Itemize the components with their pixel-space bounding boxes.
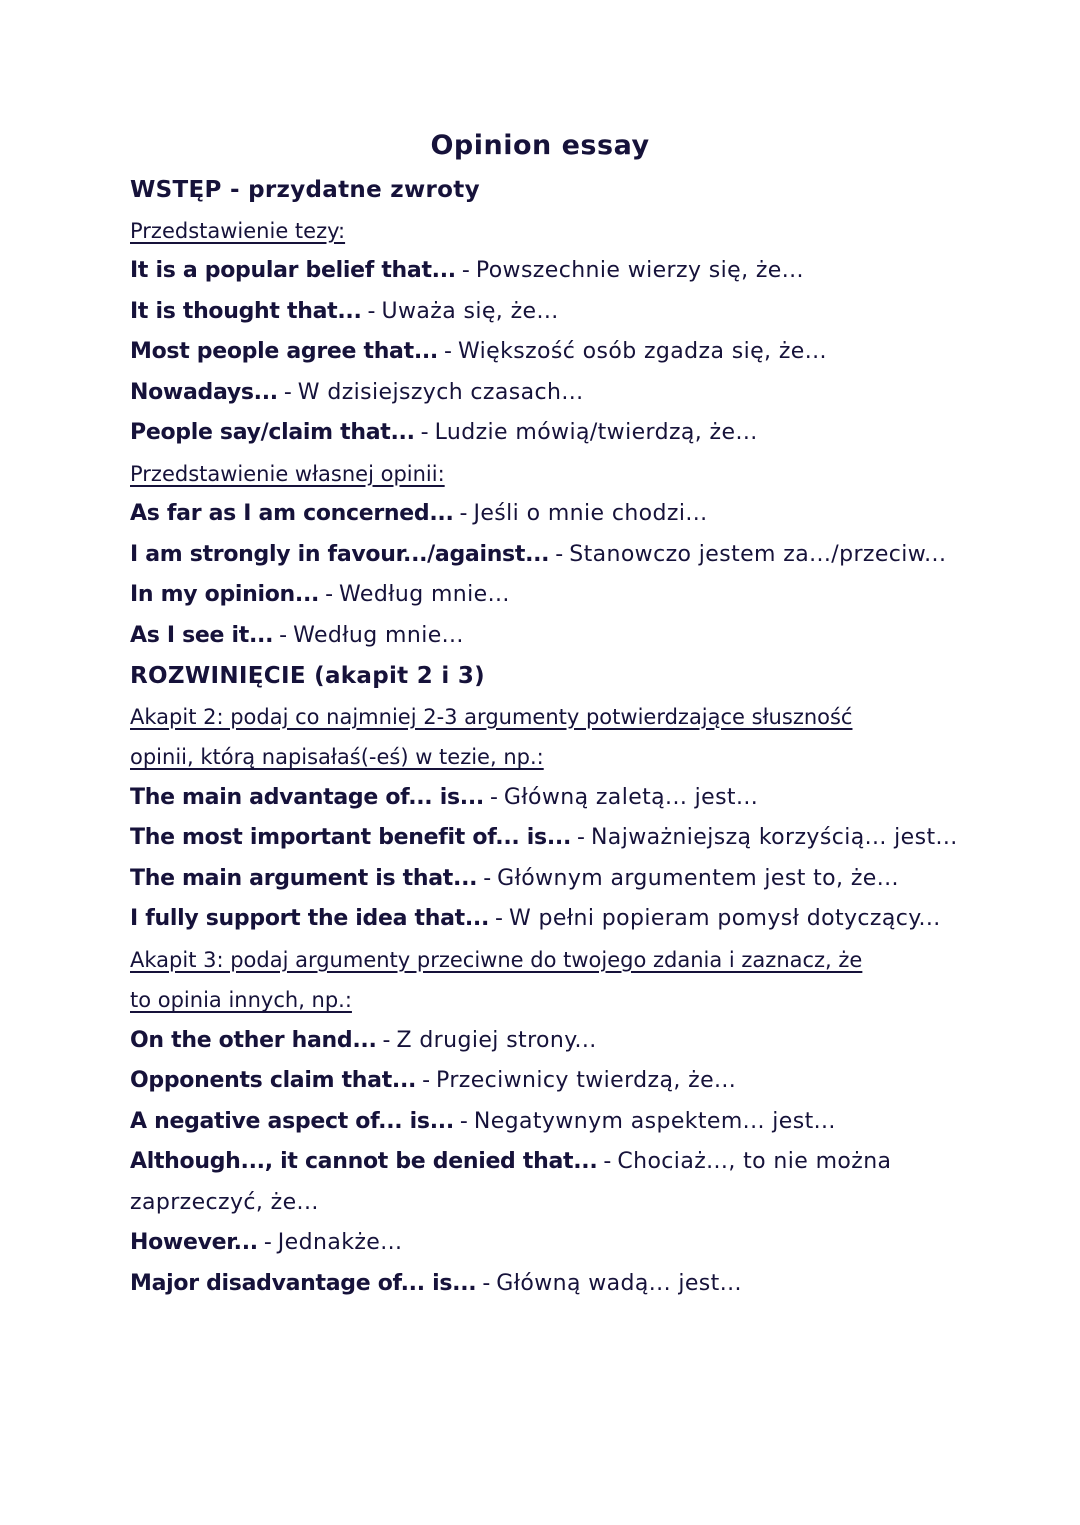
phrase-english: I fully support the idea that... bbox=[130, 906, 490, 931]
phrase-row: The main advantage of... is... - Główną zaletą... jest... bbox=[130, 784, 759, 810]
phrase-row: However... - Jednakże... bbox=[130, 1230, 403, 1255]
phrase-polish: Główną zaletą... jest... bbox=[503, 784, 759, 810]
phrase-english: On the other hand... bbox=[130, 1027, 377, 1053]
phrase-row: Major disadvantage of... is... - Główną wadą... jest... bbox=[130, 1270, 742, 1296]
phrase-row-continuation bbox=[130, 1183, 950, 1224]
subheading-paragraph-3: Akapit 3: podaj argumenty przeciwne do twojego zdania i zaznacz, że bbox=[130, 947, 863, 972]
phrase-english: Major disadvantage of... is... bbox=[130, 1270, 477, 1296]
phrase-polish-continuation: zaprzeczyć, że... bbox=[130, 1189, 319, 1215]
phrase-english: It is thought that... bbox=[130, 298, 362, 324]
phrase-polish: Większość osób zgadza się, że... bbox=[457, 339, 827, 364]
phrase-english: Although..., it cannot be denied that... bbox=[130, 1149, 598, 1174]
phrase-polish: Chociaż..., to nie można bbox=[617, 1149, 892, 1174]
phrase-row: Opponents claim that... - Przeciwnicy twierdzą, że... bbox=[130, 1068, 737, 1093]
phrase-english: Most people agree that... bbox=[130, 339, 438, 364]
phrase-english: It is a popular belief that... bbox=[130, 258, 456, 283]
phrase-english: People say/claim that... bbox=[130, 420, 415, 445]
phrase-english: As far as I am concerned... bbox=[130, 501, 454, 526]
phrase-row: In my opinion... - Według mnie... bbox=[130, 582, 510, 607]
phrase-english: However... bbox=[130, 1230, 258, 1255]
phrase-english: Nowadays... bbox=[130, 379, 278, 405]
phrase-english: The most important benefit of... is... bbox=[130, 825, 571, 850]
phrase-english: Opponents claim that... bbox=[130, 1068, 417, 1093]
subheading-paragraph-2: Akapit 2: podaj co najmniej 2-3 argumenty potwierdzające słuszność bbox=[130, 704, 853, 729]
phrase-polish: Z drugiej strony... bbox=[396, 1027, 597, 1053]
phrase-row: It is a popular belief that... - Powszechnie wierzy się, że... bbox=[130, 258, 804, 283]
phrase-row: On the other hand... - Z drugiej strony... bbox=[130, 1027, 597, 1053]
phrase-polish: Stanowczo jestem za.../przeciw... bbox=[569, 541, 947, 567]
phrase-english: The main argument is that... bbox=[130, 865, 478, 891]
phrase-row: As I see it... - Według mnie... bbox=[130, 622, 464, 648]
phrase-row: The main argument is that... - Głównym argumentem jest to, że... bbox=[130, 865, 899, 891]
phrase-row: It is thought that... - Uważa się, że... bbox=[130, 298, 559, 324]
section-heading-wstep: WSTĘP - przydatne zwroty bbox=[130, 177, 480, 203]
phrase-polish: Główną wadą... jest... bbox=[496, 1270, 742, 1296]
subheading-own-opinion: Przedstawienie własnej opinii: bbox=[130, 461, 445, 486]
phrase-polish: Najważniejszą korzyścią... jest... bbox=[590, 825, 958, 850]
phrase-polish: W dzisiejszych czasach... bbox=[297, 379, 584, 405]
subheading-paragraph-2-cont: opinii, którą napisałaś(-eś) w tezie, np.: bbox=[130, 745, 544, 769]
phrase-polish: Uważa się, że... bbox=[381, 298, 559, 324]
essay-notes bbox=[130, 170, 958, 1304]
page-title: Opinion essay bbox=[430, 130, 650, 161]
phrase-polish: Według mnie... bbox=[339, 582, 510, 607]
phrase-row: Most people agree that... - Większość osób zgadza się, że... bbox=[130, 339, 827, 364]
phrase-row: The most important benefit of... is... - Najważniejszą korzyścią... jest... bbox=[130, 825, 958, 850]
phrase-polish: Ludzie mówią/twierdzą, że... bbox=[434, 420, 758, 445]
subheading-thesis: Przedstawienie tezy: bbox=[130, 218, 346, 243]
subheading-paragraph-3-cont: to opinia innych, np.: bbox=[130, 988, 352, 1012]
phrase-polish: Negatywnym aspektem... jest... bbox=[473, 1108, 836, 1134]
phrase-polish: W pełni popieram pomysł dotyczący... bbox=[509, 906, 941, 931]
phrase-english: In my opinion... bbox=[130, 582, 320, 607]
phrase-row: Although..., it cannot be denied that... - Chociaż..., to nie można bbox=[130, 1149, 892, 1174]
phrase-polish: Przeciwnicy twierdzą, że... bbox=[436, 1068, 737, 1093]
phrase-row: As far as I am concerned... - Jeśli o mnie chodzi... bbox=[130, 501, 708, 526]
phrase-polish: Powszechnie wierzy się, że... bbox=[475, 258, 804, 283]
phrase-english: A negative aspect of... is... bbox=[130, 1108, 454, 1134]
phrase-polish: Według mnie... bbox=[293, 622, 464, 648]
phrase-english: I am strongly in favour.../against... bbox=[130, 541, 550, 567]
phrase-row: Nowadays... - W dzisiejszych czasach... bbox=[130, 379, 584, 405]
phrase-row: People say/claim that... - Ludzie mówią/twierdzą, że... bbox=[130, 420, 758, 445]
phrase-polish: Jednakże... bbox=[277, 1230, 403, 1255]
phrase-english: As I see it... bbox=[130, 622, 274, 648]
phrase-row: I fully support the idea that... - W pełni popieram pomysł dotyczący... bbox=[130, 906, 941, 931]
phrase-row: I am strongly in favour.../against... - Stanowczo jestem za.../przeciw... bbox=[130, 541, 947, 567]
phrase-row: A negative aspect of... is... - Negatywnym aspektem... jest... bbox=[130, 1108, 836, 1134]
section-heading-rozwiniecie: ROZWINIĘCIE (akapit 2 i 3) bbox=[130, 663, 485, 689]
phrase-english: The main advantage of... is... bbox=[130, 784, 484, 810]
phrase-polish: Jeśli o mnie chodzi... bbox=[473, 501, 708, 526]
phrase-polish: Głównym argumentem jest to, że... bbox=[497, 865, 899, 891]
